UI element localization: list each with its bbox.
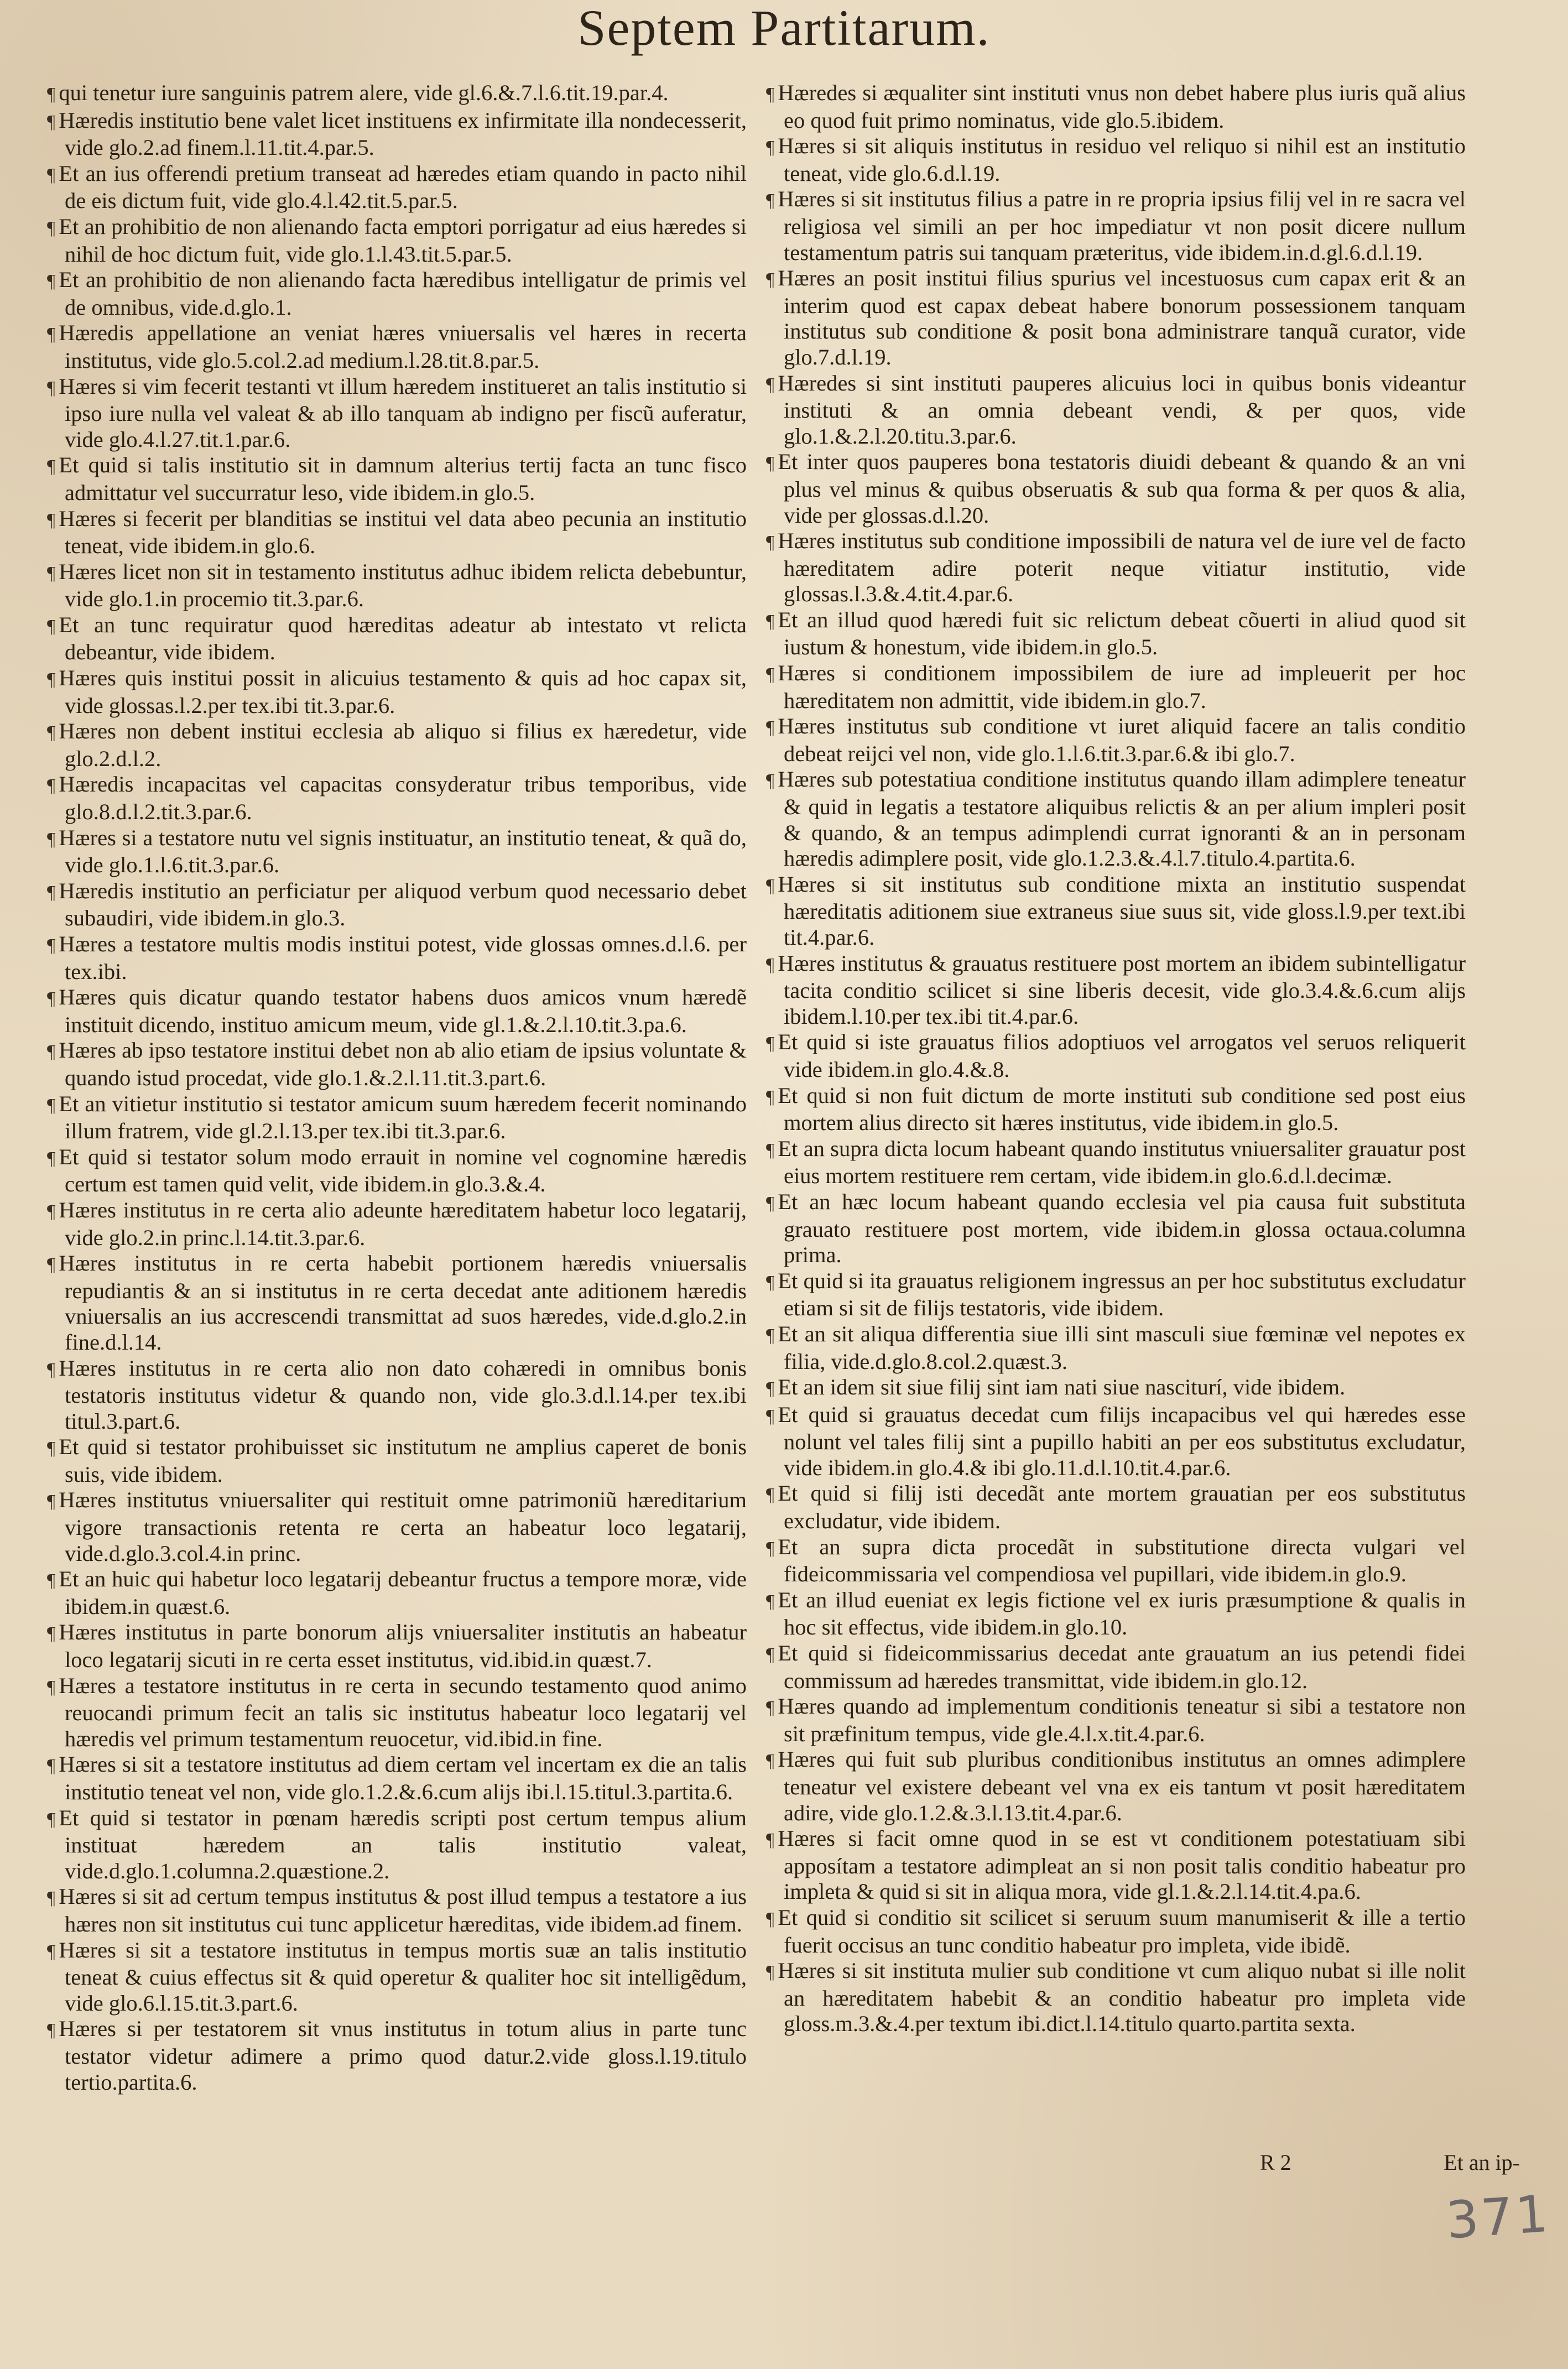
pilcrow-icon: ¶ bbox=[47, 829, 56, 850]
index-entry bbox=[766, 1534, 1466, 1587]
pilcrow-icon: ¶ bbox=[47, 722, 56, 743]
pilcrow-icon: ¶ bbox=[766, 664, 775, 685]
entry-text: Hæres quis dicatur quando testator habens duos amicos vnum hæredẽ instituit dicendo, instituo amicum meum, vide gl.1.&.2.l.10.tit.3.pa.6. bbox=[59, 985, 747, 1037]
entry-text: Hæres licet non sit in testamento institutus adhuc ibidem relicta debebuntur, vide glo.1.in procemio tit.3.par.6. bbox=[59, 559, 747, 612]
pilcrow-icon: ¶ bbox=[766, 453, 775, 474]
entry-text: Et quid si grauatus decedat cum filijs incapacibus vel qui hæredes esse nolunt vel tales filij sint a pupillo habiti an per eos substitutus excludatur, vide ibidem.in glo.4.& ibi glo.11.d.l.10.tit.4.par.6. bbox=[778, 1402, 1466, 1480]
pilcrow-icon: ¶ bbox=[47, 1201, 56, 1222]
index-entry bbox=[766, 1826, 1466, 1905]
index-entry bbox=[47, 506, 747, 559]
index-entry bbox=[47, 1251, 747, 1355]
entry-text: Hæres si sit institutus sub conditione mixta an institutio suspendat hæreditatis aditionem siue extraneus siue suus sit, vide gloss.l.9.per text.ibi tit.4.par.6. bbox=[778, 871, 1466, 950]
entry-text: Hæres ab ipso testatore institui debet non ab alio etiam de ipsius voluntate & quando istud procedat, vide glo.1.&.2.l.11.tit.3.part.6. bbox=[59, 1038, 747, 1090]
pilcrow-icon: ¶ bbox=[47, 1941, 56, 1962]
index-entry bbox=[766, 607, 1466, 660]
entry-text: Hæres a testatore multis modis institui potest, vide glossas omnes.d.l.6. per tex.ibi. bbox=[59, 931, 747, 984]
index-entry bbox=[47, 985, 747, 1038]
entry-text: qui tenetur iure sanguinis patrem alere, vide gl.6.&.7.l.6.tit.19.par.4. bbox=[59, 80, 669, 105]
index-entry bbox=[47, 878, 747, 931]
entry-text: Hæres si conditionem impossibilem de iure ad impleuerit per hoc hæreditatem non admittit, vide ibidem.in glo.7. bbox=[778, 660, 1466, 713]
entry-text: Hæres quando ad implementum conditionis teneatur si sibi a testatore non sit præfinitum tempus, vide gle.4.l.x.tit.4.par.6. bbox=[778, 1694, 1466, 1746]
pilcrow-icon: ¶ bbox=[47, 324, 56, 345]
pilcrow-icon: ¶ bbox=[47, 669, 56, 690]
entry-text: Hæres si sit a testatore institutus in tempus mortis suæ an talis institutio teneat & cuius effectus sit & quid operetur & qualiter hoc sit intelligẽdum, vide glo.6.l.15.tit.3.part.6. bbox=[59, 1937, 747, 2016]
index-entry bbox=[766, 1136, 1466, 1189]
pilcrow-icon: ¶ bbox=[47, 988, 56, 1009]
pilcrow-icon: ¶ bbox=[47, 616, 56, 637]
page-footer bbox=[1260, 2149, 1520, 2175]
entry-text: Hæredes si sint instituti pauperes alicuius loci in quibus bonis videantur instituti & an omnia debeant vendi, & per quos, vide glo.1.&.2.l.20.titu.3.par.6. bbox=[778, 370, 1466, 449]
entry-text: Et an prohibitio de non alienando facta emptori porrigatur ad eius hæredes si nihil de hoc dictum fuit, vide glo.1.l.43.tit.5.par.5. bbox=[59, 214, 747, 267]
entry-text: Hæres an posit institui filius spurius vel incestuosus cum capax erit & an interim quod est capax debeat habere bonorum possessionem tanquam institutus sub conditione & posit bona administrare tanquã curator, vide glo.7.d.l.19. bbox=[778, 265, 1466, 369]
handwritten-page-number: 371 bbox=[1444, 2184, 1553, 2251]
pilcrow-icon: ¶ bbox=[766, 84, 775, 105]
index-entry bbox=[766, 1587, 1466, 1641]
pilcrow-icon: ¶ bbox=[47, 935, 56, 956]
pilcrow-icon: ¶ bbox=[47, 377, 56, 398]
index-entry bbox=[766, 371, 1466, 450]
index-entry bbox=[766, 1905, 1466, 1958]
pilcrow-icon: ¶ bbox=[766, 1405, 775, 1426]
index-entry bbox=[47, 1091, 747, 1144]
index-entry bbox=[47, 612, 747, 665]
index-entry bbox=[47, 214, 747, 267]
pilcrow-icon: ¶ bbox=[766, 954, 775, 975]
index-entry bbox=[766, 660, 1466, 714]
pilcrow-icon: ¶ bbox=[47, 882, 56, 903]
index-entry bbox=[47, 1884, 747, 1937]
entry-text: Et an prohibitio de non alienando facta hæredibus intelligatur de primis vel de omnibus, vide.d.glo.1. bbox=[59, 267, 747, 320]
index-entry bbox=[47, 718, 747, 772]
pilcrow-icon: ¶ bbox=[47, 2020, 56, 2041]
index-entry bbox=[766, 1321, 1466, 1374]
entry-text: Hæredis institutio an perficiatur per aliquod verbum quod necessario debet subaudiri, vide ibidem.in glo.3. bbox=[59, 878, 747, 931]
index-entry bbox=[766, 872, 1466, 951]
entry-text: Et an huic qui habetur loco legatarij debeantur fructus a tempore moræ, vide ibidem.in quæst.6. bbox=[59, 1566, 747, 1619]
entry-text: Et quid si conditio sit scilicet si seruum suum manumiserit & ille a tertio fuerit occisus an tunc conditio habeatur pro impleta, vide ibidẽ. bbox=[778, 1904, 1466, 1957]
pilcrow-icon: ¶ bbox=[766, 1193, 775, 1214]
index-entry bbox=[766, 528, 1466, 607]
pilcrow-icon: ¶ bbox=[766, 1538, 775, 1559]
pilcrow-icon: ¶ bbox=[766, 1962, 775, 1983]
entry-text: Hæres non debent institui ecclesia ab aliquo si filius ex hæredetur, vide glo.2.d.l.2. bbox=[59, 718, 747, 771]
pilcrow-icon: ¶ bbox=[47, 111, 56, 132]
index-entry bbox=[766, 1481, 1466, 1534]
pilcrow-icon: ¶ bbox=[47, 84, 56, 105]
pilcrow-icon: ¶ bbox=[766, 1751, 775, 1772]
index-entry bbox=[766, 1083, 1466, 1136]
entry-text: Et an ius offerendi pretium transeat ad hæredes etiam quando in pacto nihil de eis dictum fuit, vide glo.4.l.42.tit.5.par.5. bbox=[59, 160, 747, 214]
index-entry bbox=[47, 1038, 747, 1091]
pilcrow-icon: ¶ bbox=[766, 1033, 775, 1054]
pilcrow-icon: ¶ bbox=[47, 1359, 56, 1380]
pilcrow-icon: ¶ bbox=[766, 611, 775, 632]
index-entry bbox=[766, 767, 1466, 871]
index-entry bbox=[47, 931, 747, 985]
index-entry bbox=[766, 951, 1466, 1030]
pilcrow-icon: ¶ bbox=[47, 456, 56, 477]
pilcrow-icon: ¶ bbox=[47, 1809, 56, 1830]
entry-text: Hæres si facit omne quod in se est vt conditionem potestatiuam sibi apposítam a testatore adimpleat an si non posit talis conditio habeatur pro impleta & quid si sit in aliqua mora, vide gl.1.&.2.l.14.tit.4.pa.6. bbox=[778, 1826, 1466, 1904]
entry-text: Et quid si non fuit dictum de morte instituti sub conditione sed post eius mortem alius directo sit hæres institutus, vide ibidem.in glo.5. bbox=[778, 1082, 1466, 1136]
pilcrow-icon: ¶ bbox=[766, 137, 775, 158]
entry-text: Et quid si fideicommissarius decedat ante grauatum an ius petendi fidei commissum ad hæredes transmittat, vide ibidem.in glo.12. bbox=[778, 1641, 1466, 1693]
index-entry bbox=[766, 449, 1466, 528]
index-entry bbox=[47, 1197, 747, 1251]
index-entry bbox=[47, 108, 747, 161]
pilcrow-icon: ¶ bbox=[47, 775, 56, 796]
entry-text: Et quid si filij isti decedãt ante mortem grauatian per eos substitutus excludatur, vide ibidem. bbox=[778, 1481, 1466, 1534]
running-head: Septem Partitarum. bbox=[577, 0, 991, 56]
pilcrow-icon: ¶ bbox=[766, 770, 775, 792]
pilcrow-icon: ¶ bbox=[766, 1908, 775, 1929]
entry-text: Hæres quis institui possit in alicuius testamento & quis ad hoc capax sit, vide glossas.l.2.per tex.ibi tit.3.par.6. bbox=[59, 665, 747, 718]
index-entry bbox=[47, 320, 747, 373]
entry-text: Et an idem sit siue filij sint iam nati siue nasciturí, vide ibidem. bbox=[778, 1374, 1346, 1400]
left-column bbox=[47, 80, 747, 2095]
pilcrow-icon: ¶ bbox=[766, 1378, 775, 1399]
pilcrow-icon: ¶ bbox=[47, 1042, 56, 1063]
pilcrow-icon: ¶ bbox=[766, 1086, 775, 1107]
index-entry bbox=[766, 265, 1466, 370]
entry-text: Et quid si talis institutio sit in damnum alterius tertij facta an tunc fisco admittatur vel succurratur leso, vide ibidem.in glo.5. bbox=[59, 452, 747, 505]
entry-text: Hæredes si æqualiter sint instituti vnus non debet habere plus iuris quã alius eo quod fuit primo nominatus, vide glo.5.ibidem. bbox=[778, 80, 1466, 133]
index-entry bbox=[47, 2016, 747, 2095]
entry-text: Et quid si testator in pœnam hæredis scripti post certum tempus alium instituat hæredem an talis institutio valeat, vide.d.glo.1.columna.2.quæstione.2. bbox=[59, 1805, 747, 1883]
entry-text: Hæredis institutio bene valet licet instituens ex infirmitate illa nondecesserit, vide glo.2.ad finem.l.11.tit.4.par.5. bbox=[59, 107, 747, 160]
entry-text: Hæres si per testatorem sit vnus institutus in totum alius in parte tunc testator videtur adimere a primo quod datur.2.vide gloss.l.19.titulo tertio.partita.6. bbox=[59, 2016, 747, 2095]
pilcrow-icon: ¶ bbox=[47, 1148, 56, 1169]
entry-text: Et quid si testator solum modo errauit in nomine vel cognomine hæredis certum est tamen quid velit, vide ibidem.in glo.3.&.4. bbox=[59, 1144, 747, 1197]
pilcrow-icon: ¶ bbox=[766, 269, 775, 290]
pilcrow-icon: ¶ bbox=[47, 1491, 56, 1512]
signature-mark: R 2 bbox=[1260, 2150, 1291, 2175]
index-entry bbox=[47, 665, 747, 718]
index-entry bbox=[47, 267, 747, 320]
pilcrow-icon: ¶ bbox=[47, 563, 56, 584]
pilcrow-icon: ¶ bbox=[766, 532, 775, 553]
index-entry bbox=[47, 559, 747, 612]
index-entry bbox=[47, 1566, 747, 1620]
entry-text: Hæres institutus sub conditione vt iuret aliquid facere an talis conditio debeat reijci vel non, vide glo.1.l.6.tit.3.par.6.& ibi glo.7. bbox=[778, 714, 1466, 766]
pilcrow-icon: ¶ bbox=[47, 1888, 56, 1909]
index-entry bbox=[47, 80, 747, 108]
entry-text: Hæres a testatore institutus in re certa in secundo testamento quod animo reuocandi primum fecit an talis sic institutus habeatur loco legatarij vel hæredis vel primum testamentum reuocetur, vid.ibid.in fine. bbox=[59, 1673, 747, 1751]
pilcrow-icon: ¶ bbox=[47, 271, 56, 292]
pilcrow-icon: ¶ bbox=[766, 1139, 775, 1160]
index-entry bbox=[47, 772, 747, 825]
index-entry bbox=[766, 1747, 1466, 1826]
index-entry bbox=[766, 133, 1466, 186]
index-entry bbox=[47, 1144, 747, 1197]
catchword: Et an ip- bbox=[1444, 2150, 1520, 2175]
entry-text: Et quid si testator prohibuisset sic institutum ne amplius caperet de bonis suis, vide ibidem. bbox=[59, 1434, 747, 1487]
pilcrow-icon: ¶ bbox=[47, 1676, 56, 1698]
pilcrow-icon: ¶ bbox=[47, 1570, 56, 1591]
pilcrow-icon: ¶ bbox=[47, 1254, 56, 1275]
entry-text: Et inter quos pauperes bona testatoris diuidi debeant & quando & an vni plus vel minus & quibus obseruatis & sub qua forma & per quos & alia, vide per glossas.d.l.20. bbox=[778, 449, 1466, 528]
pilcrow-icon: ¶ bbox=[766, 717, 775, 738]
index-entry bbox=[47, 1752, 747, 1805]
entry-text: Et an illud eueniat ex legis fictione vel ex iuris præsumptione & qualis in hoc sit effectus, vide ibidem.in glo.10. bbox=[778, 1587, 1466, 1640]
entry-text: Hæres institutus in re certa habebit portionem hæredis vniuersalis repudiantis & an si institutus in re certa decedat ante aditionem hæredis vniuersalis an ius accrescendi transmittat ad suos hæredes, vide.d.glo.2.in fine.d.l.14. bbox=[59, 1251, 747, 1355]
pilcrow-icon: ¶ bbox=[766, 875, 775, 896]
pilcrow-icon: ¶ bbox=[766, 1325, 775, 1346]
pilcrow-icon: ¶ bbox=[766, 1485, 775, 1506]
pilcrow-icon: ¶ bbox=[47, 509, 56, 530]
entry-text: Hæres institutus & grauatus restituere post mortem an ibidem subintelligatur tacita conditio scilicet si sine liberis decesit, vide glo.3.4.&.6.cum alijs ibidem.l.10.per tex.ibi tit.4.par.6. bbox=[778, 950, 1466, 1029]
right-column bbox=[766, 80, 1466, 2037]
entry-text: Hæredis appellatione an veniat hæres vniuersalis vel hæres in recerta institutus, vide glo.5.col.2.ad medium.l.28.tit.8.par.5. bbox=[59, 320, 747, 373]
pilcrow-icon: ¶ bbox=[766, 1830, 775, 1851]
entry-text: Hæres si fecerit per blanditias se institui vel data abeo pecunia an institutio teneat, vide ibidem.in glo.6. bbox=[59, 506, 747, 559]
entry-text: Hæredis incapacitas vel capacitas consyderatur tribus temporibus, vide glo.8.d.l.2.tit.3.par.6. bbox=[59, 772, 747, 825]
index-entry bbox=[766, 186, 1466, 265]
pilcrow-icon: ¶ bbox=[766, 1272, 775, 1293]
index-entry bbox=[766, 1029, 1466, 1082]
index-entry bbox=[766, 1402, 1466, 1481]
index-entry bbox=[47, 1356, 747, 1435]
entry-text: Hæres si sit ad certum tempus institutus & post illud tempus a testatore a ius hæres non sit institutus cui tunc applicetur hæreditas, vide ibidem.ad finem. bbox=[59, 1884, 747, 1936]
entry-text: Et an tunc requiratur quod hæreditas adeatur ab intestato vt relicta debeantur, vide ibidem. bbox=[59, 612, 747, 665]
entry-text: Hæres si sit institutus filius a patre in re propria ipsius filij vel in re sacra vel religiosa vel simili an per hoc impediatur vt non posit dicere nullum testamentum patris sui tanquam præteritus, vide ibidem.in.d.gl.6.d.l.19. bbox=[778, 186, 1466, 265]
pilcrow-icon: ¶ bbox=[47, 164, 56, 185]
entry-text: Et an supra dicta procedãt in substitutione directa vulgari vel fideicommissaria vel compendiosa vel pupillari, vide ibidem.in glo.9. bbox=[778, 1534, 1466, 1587]
pilcrow-icon: ¶ bbox=[766, 1591, 775, 1612]
index-entry bbox=[766, 80, 1466, 133]
index-entry bbox=[766, 1268, 1466, 1321]
entry-text: Hæres si vim fecerit testanti vt illum hæredem institueret an talis institutio si ipso iure nulla vel valeat & ab illo tanquam ab indigno per fiscũ auferatur, vide glo.4.l.27.tit.1.par.6. bbox=[59, 373, 747, 452]
pilcrow-icon: ¶ bbox=[766, 1644, 775, 1665]
entry-text: Hæres si sit a testatore institutus ad diem certam vel incertam ex die an talis institutio teneat vel non, vide glo.1.2.&.6.cum alijs ibi.l.15.titul.3.partita.6. bbox=[59, 1752, 747, 1804]
entry-text: Et an illud quod hæredi fuit sic relictum debeat cõuerti in aliud quod sit iustum & honestum, vide ibidem.in glo.5. bbox=[778, 607, 1466, 660]
index-entry bbox=[766, 1374, 1466, 1402]
index-entry bbox=[47, 1805, 747, 1884]
pilcrow-icon: ¶ bbox=[766, 1698, 775, 1719]
index-entry bbox=[47, 452, 747, 506]
index-entry bbox=[47, 1487, 747, 1566]
index-entry bbox=[47, 1620, 747, 1673]
entry-text: Et quid si ita grauatus religionem ingressus an per hoc substitutus excludatur etiam si sit de filijs testatoris, vide ibidem. bbox=[778, 1268, 1466, 1321]
index-entry bbox=[47, 1434, 747, 1487]
index-entry bbox=[766, 714, 1466, 767]
pilcrow-icon: ¶ bbox=[47, 1756, 56, 1777]
entry-text: Hæres sub potestatiua conditione institutus quando illam adimplere teneatur & quid in legatis a testatore aliquibus relictis & an per alium impleri posit & quando, & an tempus adimplendi currat ignoranti & an in personam hæredis adimplere posit, vide glo.1.2.3.&.4.l.7.titulo.4.partita.6. bbox=[778, 767, 1466, 871]
index-entry bbox=[47, 161, 747, 214]
entry-text: Hæres si sit instituta mulier sub conditione vt cum aliquo nubat si ille nolit an hæreditatem habebit & an conditio habeatur pro impleta vide gloss.m.3.&.4.per textum ibi.dict.l.14.titulo quarto.partita sexta. bbox=[778, 1958, 1466, 2037]
index-entry bbox=[47, 825, 747, 878]
index-entry bbox=[766, 1189, 1466, 1268]
pilcrow-icon: ¶ bbox=[47, 217, 56, 238]
index-entry bbox=[766, 1641, 1466, 1694]
entry-text: Et an hæc locum habeant quando ecclesia vel pia causa fuit substituta grauato restituere post mortem, vide ibidem.in glossa octaua.columna prima. bbox=[778, 1189, 1466, 1268]
index-entry bbox=[47, 1938, 747, 2017]
entry-text: Et an sit aliqua differentia siue illi sint masculi siue fœminæ vel nepotes ex filia, vide.d.glo.8.col.2.quæst.3. bbox=[778, 1321, 1466, 1374]
index-entry bbox=[47, 1673, 747, 1752]
entry-text: Et quid si iste grauatus filios adoptiuos vel arrogatos vel seruos reliquerit vide ibidem.in glo.4.&.8. bbox=[778, 1029, 1466, 1082]
entry-text: Hæres qui fuit sub pluribus conditionibus institutus an omnes adimplere teneatur vel existere debeant vel vna ex eis tantum vt posit hæreditatem adire, vide glo.1.2.&.3.l.13.tit.4.par.6. bbox=[778, 1747, 1466, 1825]
index-entry bbox=[47, 374, 747, 453]
entry-text: Hæres institutus in parte bonorum alijs vniuersaliter institutis an habeatur loco legatarij sicuti in re certa esset institutus, vid.ibid.in quæst.7. bbox=[59, 1620, 747, 1673]
entry-text: Hæres si sit aliquis institutus in residuo vel reliquo si nihil est an institutio teneat, vide glo.6.d.l.19. bbox=[778, 133, 1466, 186]
index-entry bbox=[766, 1958, 1466, 2037]
entry-text: Hæres institutus vniuersaliter qui restituit omne patrimoniũ hæreditarium vigore transactionis retenta re certa an habeatur loco legatarij, vide.d.glo.3.col.4.in princ. bbox=[59, 1487, 747, 1566]
entry-text: Et an vitietur institutio si testator amicum suum hæredem fecerit nominando illum fratrem, vide gl.2.l.13.per tex.ibi tit.3.par.6. bbox=[59, 1091, 747, 1144]
pilcrow-icon: ¶ bbox=[47, 1438, 56, 1459]
pilcrow-icon: ¶ bbox=[766, 374, 775, 395]
entry-text: Hæres institutus sub conditione impossibili de natura vel de iure vel de facto hæreditatem adire poterit neque vitiatur institutio, vide glossas.l.3.&.4.tit.4.par.6. bbox=[778, 528, 1466, 607]
entry-text: Hæres institutus in re certa alio adeunte hæreditatem habetur loco legatarij, vide glo.2.in princ.l.14.tit.3.par.6. bbox=[59, 1197, 747, 1250]
entry-text: Hæres institutus in re certa alio non dato cohæredi in omnibus bonis testatoris institutus videtur & quando non, vide glo.3.d.l.14.per tex.ibi titul.3.part.6. bbox=[59, 1355, 747, 1434]
pilcrow-icon: ¶ bbox=[766, 190, 775, 211]
pilcrow-icon: ¶ bbox=[47, 1095, 56, 1116]
entry-text: Hæres si a testatore nutu vel signis instituatur, an institutio teneat, & quã do, vide glo.1.l.6.tit.3.par.6. bbox=[59, 825, 747, 878]
entry-text: Et an supra dicta locum habeant quando institutus vniuersaliter grauatur post eius mortem restituere rem certam, vide ibidem.in glo.6.d.l.decimæ. bbox=[778, 1136, 1466, 1189]
index-entry bbox=[766, 1694, 1466, 1747]
pilcrow-icon: ¶ bbox=[47, 1623, 56, 1644]
